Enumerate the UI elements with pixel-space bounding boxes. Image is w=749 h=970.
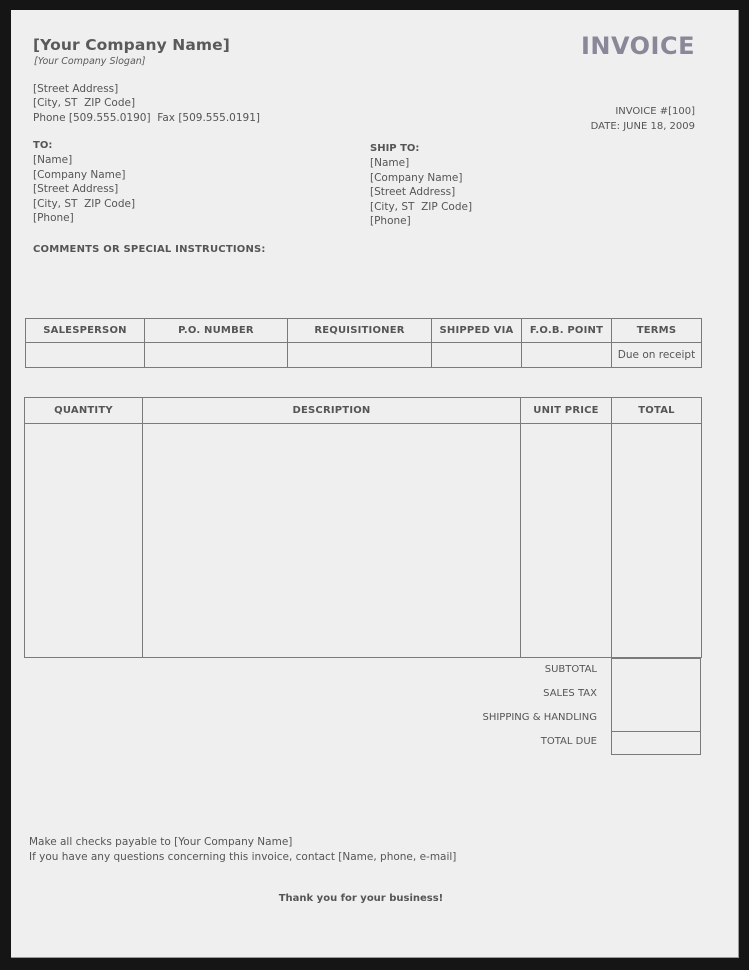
header-terms: TERMS: [612, 319, 702, 343]
header-description: DESCRIPTION: [143, 398, 521, 424]
invoice-number: [100]: [668, 106, 695, 117]
invoice-number-label: INVOICE #: [615, 106, 669, 117]
checks-payable-note: Make all checks payable to [Your Company Name]: [29, 836, 293, 848]
invoice-page: [11, 10, 739, 958]
bill-to-block: [33, 139, 135, 225]
ship-to-street: [Street Address]: [370, 186, 456, 199]
invoice-title: INVOICE: [580, 32, 695, 60]
questions-note: If you have any questions concerning this invoice, contact [Name, phone, e-mail]: [29, 851, 457, 863]
ship-to-city: [City, ST ZIP Code]: [370, 200, 473, 213]
ship-to-label: SHIP TO:: [370, 143, 420, 154]
description-column[interactable]: [143, 424, 521, 658]
shipped-via-cell[interactable]: [432, 343, 522, 368]
line-items-table: [24, 397, 702, 658]
header-unit-price: UNIT PRICE: [521, 398, 612, 424]
bill-to-company: [Company Name]: [33, 168, 126, 181]
total-due-divider: [612, 731, 700, 732]
company-street: [Street Address]: [33, 83, 119, 95]
company-phone-fax: [33, 111, 260, 125]
total-column[interactable]: [612, 424, 702, 658]
line-items-body-row: [25, 424, 702, 658]
line-items-header-row: [25, 398, 702, 424]
company-slogan: [Your Company Slogan]: [34, 56, 146, 67]
header-total: TOTAL: [612, 398, 702, 424]
ship-to-phone: [Phone]: [370, 215, 411, 228]
header-shipped-via: SHIPPED VIA: [432, 319, 522, 343]
salesperson-cell[interactable]: [26, 343, 145, 368]
order-info-table: [25, 318, 702, 368]
invoice-number-line: [591, 105, 695, 120]
sales-tax-label: SALES TAX: [543, 688, 597, 699]
total-due-label: TOTAL DUE: [540, 736, 597, 747]
company-city: [City, ST ZIP Code]: [33, 97, 136, 110]
header-quantity: QUANTITY: [25, 398, 143, 424]
invoice-date-label: DATE:: [590, 120, 621, 132]
bill-to-label: TO:: [33, 140, 53, 151]
terms-cell[interactable]: Due on receipt: [612, 343, 702, 368]
header-requisitioner: REQUISITIONER: [288, 319, 432, 343]
invoice-meta: [591, 105, 695, 134]
requisitioner-cell[interactable]: [288, 343, 432, 368]
order-info-header-row: [26, 319, 702, 343]
ship-to-name: [Name]: [370, 157, 410, 170]
fax-value: [509.555.0191]: [178, 111, 261, 124]
phone-value: [509.555.0190]: [68, 111, 151, 124]
footer-notes: [29, 835, 456, 865]
thank-you-message: Thank you for your business!: [278, 893, 444, 904]
bill-to-street: [Street Address]: [33, 183, 119, 196]
header-fob-point: F.O.B. POINT: [522, 319, 612, 343]
totals-value-box[interactable]: [611, 658, 701, 755]
shipping-label: SHIPPING & HANDLING: [482, 712, 597, 723]
quantity-column[interactable]: [25, 424, 143, 658]
company-name: [Your Company Name]: [33, 36, 230, 54]
fax-label: Fax: [157, 111, 175, 124]
invoice-date: JUNE 18, 2009: [623, 120, 695, 132]
fob-point-cell[interactable]: [522, 343, 612, 368]
subtotal-label: SUBTOTAL: [544, 664, 597, 675]
comments-label: COMMENTS OR SPECIAL INSTRUCTIONS:: [33, 244, 266, 255]
unit-price-column[interactable]: [521, 424, 612, 658]
po-number-cell[interactable]: [145, 343, 288, 368]
header-po-number: P.O. NUMBER: [145, 319, 288, 343]
bill-to-city: [City, ST ZIP Code]: [33, 197, 136, 210]
company-address: [33, 82, 260, 125]
bill-to-phone: [Phone]: [33, 212, 74, 225]
phone-label: Phone: [33, 111, 66, 124]
ship-to-block: [370, 142, 472, 228]
header-salesperson: SALESPERSON: [26, 319, 145, 343]
bill-to-name: [Name]: [33, 154, 73, 167]
invoice-date-line: [591, 120, 695, 135]
ship-to-company: [Company Name]: [370, 171, 463, 184]
order-info-value-row: [26, 343, 702, 368]
